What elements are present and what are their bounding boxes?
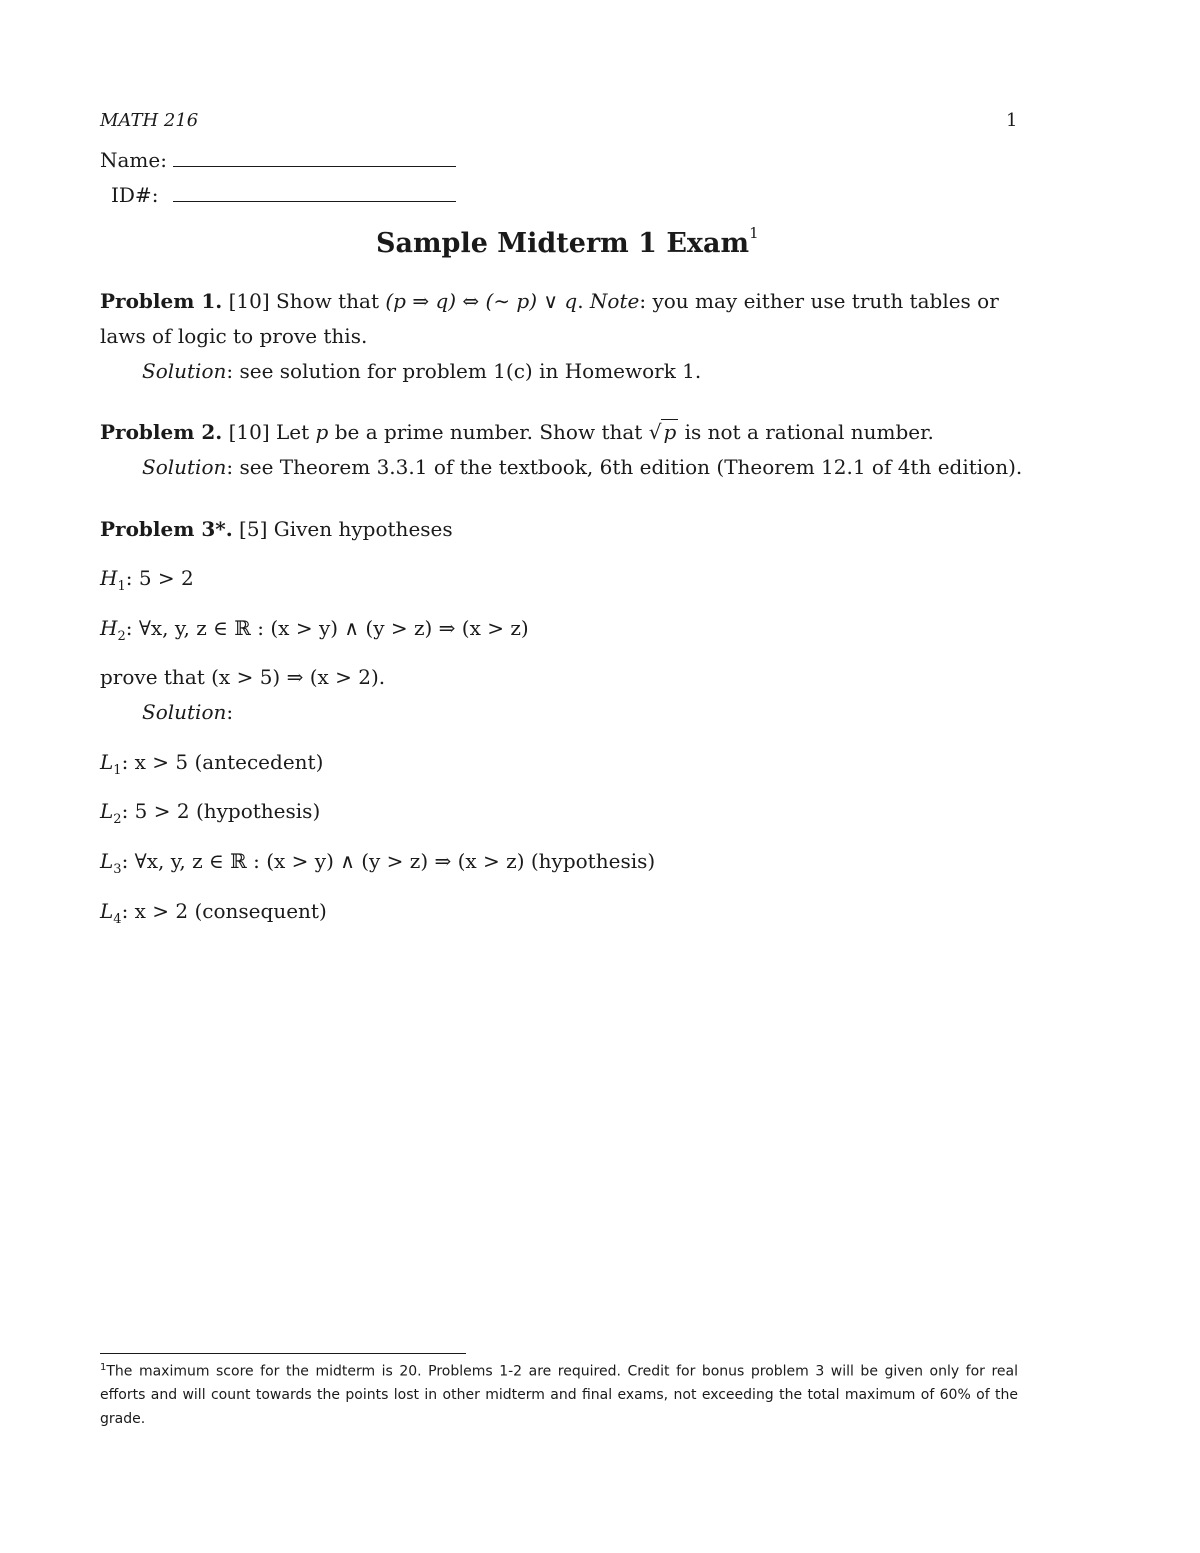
footnote-rule bbox=[100, 1353, 466, 1354]
problem-3-points: [5] bbox=[239, 517, 268, 541]
problem-2-solution: Solution: see Theorem 3.3.1 of the textbook, 6th edition (Theorem 12.1 of 4th edition). bbox=[142, 455, 1023, 479]
solution-label: Solution bbox=[142, 700, 227, 724]
problem-1-label: Problem 1. bbox=[100, 289, 223, 313]
proof-step-3: $L_3$: ∀x, y, z ∈ ℝ : (x > y) ∧ (y > z) ⇒ (x > z) (hypothesis) bbox=[100, 849, 656, 877]
hypothesis-1: $H_1$: 5 > 2 bbox=[100, 566, 194, 594]
id-label: ID#: bbox=[111, 183, 159, 207]
page-title: Sample Midterm 1 Exam$^1$ bbox=[376, 224, 759, 259]
prove-statement: prove that (x > 5) ⇒ (x > 2). bbox=[100, 665, 386, 689]
id-field[interactable] bbox=[173, 201, 456, 202]
problem-1: Problem 1. [10] Show that (p ⇒ q) ⇔ (∼ p) ∨ q. Note: you may either use truth tables or bbox=[100, 289, 999, 313]
solution-label: Solution bbox=[142, 359, 227, 383]
problem-3: Problem 3*. [5] Given hypotheses bbox=[100, 517, 453, 541]
problem-1-points: [10] bbox=[228, 289, 270, 313]
proof-step-4: $L_4$: x > 2 (consequent) bbox=[100, 899, 327, 927]
name-field[interactable] bbox=[173, 166, 456, 167]
problem-3-solution: Solution: bbox=[142, 700, 234, 724]
note-label: Note bbox=[589, 289, 640, 313]
hypothesis-2: $H_2$: ∀x, y, z ∈ ℝ : (x > y) ∧ (y > z) ⇒ (x > z) bbox=[100, 616, 529, 644]
problem-1-formula: (p ⇒ q) ⇔ (∼ p) ∨ q bbox=[385, 289, 578, 313]
sqrt-p: √ p bbox=[648, 420, 677, 444]
problem-2: Problem 2. [10] Let p be a prime number. Show that √ p is not a rational number. bbox=[100, 420, 934, 444]
proof-step-1: $L_1$: x > 5 (antecedent) bbox=[100, 750, 324, 778]
name-label: Name: bbox=[100, 148, 167, 172]
footnote bbox=[100, 1356, 1018, 1431]
footnote-text: The maximum score for the midterm is 20. Problems 1-2 are required. Credit for bonus problem 3 will be given only for real efforts and will count towards the points lost in other midterm and final exams, not exceeding the total maximum of 60% of the grade. bbox=[100, 1363, 1018, 1427]
proof-step-2: $L_2$: 5 > 2 (hypothesis) bbox=[100, 799, 321, 827]
problem-2-points: [10] bbox=[228, 420, 270, 444]
problem-1-continuation: laws of logic to prove this. bbox=[100, 324, 368, 348]
footnote-mark: 1 bbox=[100, 1362, 107, 1373]
problem-3-label: Problem 3*. bbox=[100, 517, 233, 541]
solution-label: Solution bbox=[142, 455, 227, 479]
problem-1-solution: Solution: see solution for problem 1(c) in Homework 1. bbox=[142, 359, 702, 383]
problem-2-label: Problem 2. bbox=[100, 420, 223, 444]
title-footnote-mark: 1 bbox=[749, 224, 759, 242]
course-header: MATH 216 bbox=[100, 110, 199, 131]
page-number: 1 bbox=[1006, 110, 1018, 131]
